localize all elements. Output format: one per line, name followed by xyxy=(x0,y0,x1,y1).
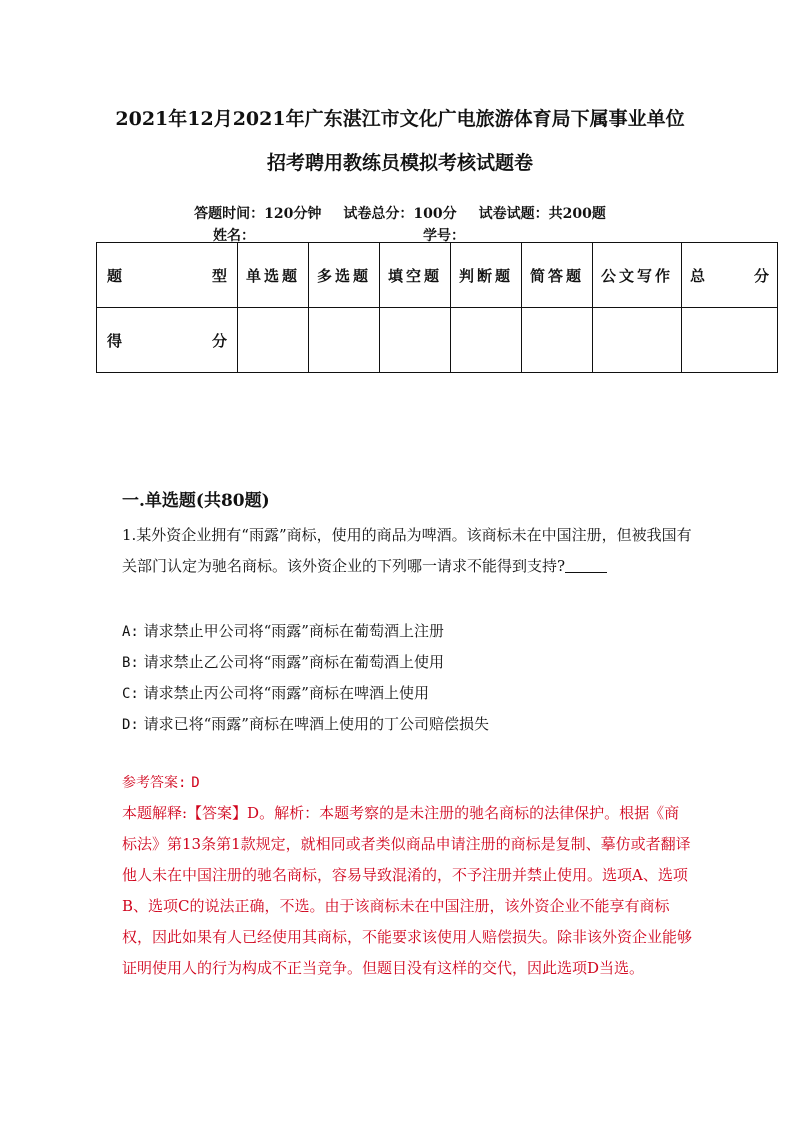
question-stem: 1.某外资企业拥有“雨露”商标，使用的商品为啤酒。该商标未在中国注册，但被我国有关部门认定为驰名商标。该外资企业的下列哪一请求不能得到支持? xyxy=(122,526,692,575)
option-d: D: 请求已将“雨露”商标在啤酒上使用的丁公司赔偿损失 xyxy=(122,715,489,733)
score-table-header-row xyxy=(97,243,778,308)
header-label-cell: 题 型 xyxy=(97,243,238,308)
name-field[interactable] xyxy=(255,228,383,243)
answer-blank xyxy=(565,556,607,573)
column-header: 判断题 xyxy=(451,243,522,308)
name-label: 姓名： xyxy=(213,228,255,244)
score-cell[interactable] xyxy=(593,308,682,373)
section-title: 一.单选题(共80题) xyxy=(122,491,270,511)
option-c: C: 请求禁止丙公司将“雨露”商标在啤酒上使用 xyxy=(122,684,429,702)
score-cell[interactable] xyxy=(380,308,451,373)
option-b: B: 请求禁止乙公司将“雨露”商标在葡萄酒上使用 xyxy=(122,653,444,671)
column-header: 单选题 xyxy=(238,243,309,308)
exam-time: 答题时间：120分钟 xyxy=(194,206,322,222)
page-title-line2: 招考聘用教练员模拟考核试题卷 xyxy=(266,152,533,174)
option-a: A: 请求禁止甲公司将“雨露”商标在葡萄酒上注册 xyxy=(122,622,444,640)
exam-total-score: 试卷总分：100分 xyxy=(343,206,457,222)
reference-answer: 参考答案: D xyxy=(122,775,200,791)
total-header-cell: 总 分 xyxy=(682,243,778,308)
column-header: 简答题 xyxy=(522,243,593,308)
score-label-cell: 得 分 xyxy=(97,308,238,373)
student-id-label: 学号： xyxy=(423,228,465,244)
score-cell[interactable] xyxy=(309,308,380,373)
score-table xyxy=(96,242,778,373)
page-title-line1: 2021年12月2021年广东湛江市文化广电旅游体育局下属事业单位 xyxy=(115,108,685,130)
score-cell[interactable] xyxy=(522,308,593,373)
score-cell[interactable] xyxy=(238,308,309,373)
total-score-cell[interactable] xyxy=(682,308,778,373)
answer-explanation: 本题解释:【答案】D。解析：本题考察的是未注册的驰名商标的法律保护。根据《商标法》第13条第1款规定，就相同或者类似商品申请注册的商标是复制、摹仿或者翻译他人未在中国注册的驰名商标，容易导致混淆的，不予注册并禁止使用。选项A、选项B、选项C的说法正确，不选。由于该商标未在中国注册，该外资企业不能享有商标权，因此如果有人已经使用其商标，不能要求该使用人赔偿损失。除非该外资企业能够证明使用人的行为构成不正当竞争。但题目没有这样的交代，因此选项D当选。 xyxy=(122,804,693,977)
exam-question-count: 试卷试题：共200题 xyxy=(478,206,606,222)
exam-info-row xyxy=(0,203,800,223)
column-header: 公文写作 xyxy=(593,243,682,308)
column-header: 多选题 xyxy=(309,243,380,308)
score-cell[interactable] xyxy=(451,308,522,373)
column-header: 填空题 xyxy=(380,243,451,308)
student-id-field[interactable] xyxy=(465,228,587,243)
score-table-score-row xyxy=(97,308,778,373)
